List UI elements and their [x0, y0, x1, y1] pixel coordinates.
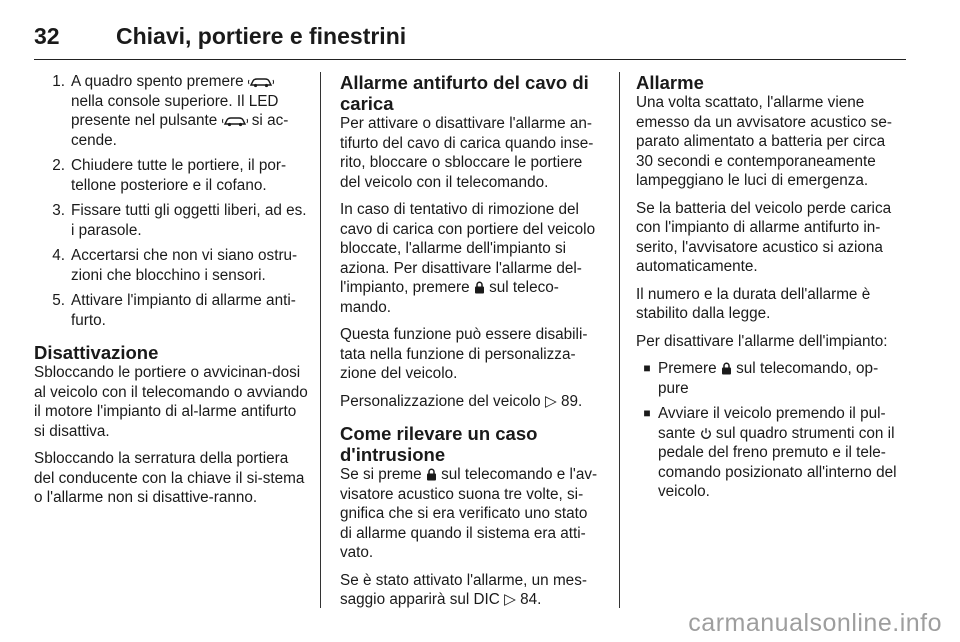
- car-alarm-icon: [248, 76, 274, 88]
- power-icon: [700, 427, 712, 440]
- paragraph: In caso di tentativo di rimozione del cavo di carica con portiere del veicolo bloccate, l'allarme dell'impianto si aziona. Per disattivare l'allarme del-l'impianto, premere sul teleco-mando.: [340, 201, 596, 316]
- section-heading-disattivazione: Disattivazione: [34, 342, 159, 363]
- list-item: [34, 246, 308, 285]
- list-item: ■ Premere sul telecomando, op-pure: [636, 359, 904, 398]
- paragraph: Se la batteria del veicolo perde carica con l'impianto di allarme antifurto in-serito, l'avvisatore acustico si aziona automaticamente.: [636, 199, 892, 275]
- activation-steps: [34, 72, 308, 330]
- step-number: 3.: [52, 202, 65, 219]
- list-item: [34, 201, 308, 240]
- step-text: Fissare tutti gli oggetti liberi, ad es. i parasole.: [71, 202, 307, 239]
- chapter-title: Chiavi, portiere e finestrini: [116, 22, 407, 49]
- page-number: 32: [34, 22, 60, 49]
- list-item: ■ Avviare il veicolo premendo il pul-sante sul quadro strumenti con il pedale del freno premuto e il tele-comando posizionato all'interno del veicolo.: [636, 404, 904, 502]
- page-ref-icon: ▷: [544, 392, 557, 410]
- lock-icon: [474, 281, 485, 294]
- list-item: [34, 291, 308, 330]
- header-divider: [34, 59, 906, 60]
- page-ref-icon: ▷: [504, 591, 516, 608]
- step-text: Attivare l'impianto di allarme anti-furto.: [71, 292, 296, 329]
- step-number: 5.: [52, 292, 65, 309]
- lock-icon: [426, 468, 437, 481]
- column-left: [34, 72, 308, 516]
- paragraph: Il numero e la durata dell'allarme è stabilito dalla legge.: [636, 285, 871, 322]
- list-item: [34, 156, 308, 195]
- deactivation-list: [636, 359, 904, 502]
- paragraph: Per attivare o disattivare l'allarme an-tifurto del cavo di carica quando inse-rito, bloccare o sbloccare le portiere del veicolo con il telecomando.: [340, 115, 594, 191]
- lock-icon: [721, 362, 732, 375]
- column-divider: [320, 72, 321, 608]
- paragraph: Questa funzione può essere disabili-tata nella funzione di personalizza-zione del veicolo.: [340, 326, 588, 382]
- section-heading-intrusion: Come rilevare un caso d'intrusione: [340, 423, 538, 465]
- column-right: [636, 72, 904, 508]
- watermark: carmanualsonline.info: [688, 609, 942, 637]
- column-divider: [619, 72, 620, 608]
- page-reference[interactable]: 84.: [520, 591, 542, 608]
- step-number: 4.: [52, 247, 65, 264]
- paragraph: Se si preme sul telecomando e l'av-visatore acustico suona tre volte, si-gnifica che si era verificato uno stato di allarme quando il sistema era atti-vato.: [340, 466, 598, 561]
- car-alarm-icon: [222, 115, 248, 127]
- page-header: [34, 14, 906, 58]
- list-item: 1. A quadro spento premere nella console superiore. Il LED presente nel pulsante si ac-cende.: [34, 72, 308, 150]
- page-reference[interactable]: 89.: [560, 392, 583, 410]
- section-heading-cable-alarm: Allarme antifurto del cavo di carica: [340, 72, 589, 114]
- step-text: Chiudere tutte le portiere, il por-tellone posteriore e il cofano.: [71, 157, 287, 194]
- paragraph: Personalizzazione del veicolo ▷ 89.: [340, 392, 583, 410]
- step-number: 1.: [52, 73, 65, 90]
- step-number: 2.: [52, 157, 65, 174]
- paragraph: Sbloccando la serratura della portiera del conducente con la chiave il si-stema o l'allarme non si disattive-ranno.: [34, 450, 305, 506]
- paragraph: Se è stato attivato l'allarme, un mes-saggio apparirà sul DIC ▷ 84.: [340, 571, 587, 608]
- section-heading-allarme: Allarme: [636, 72, 704, 93]
- step-text: Accertarsi che non vi siano ostru-zioni che blocchino i sensori.: [71, 247, 298, 284]
- paragraph: Per disattivare l'allarme dell'impianto:: [636, 332, 888, 350]
- bullet-icon: ■: [643, 406, 651, 420]
- paragraph: Sbloccando le portiere o avvicinan-dosi al veicolo con il telecomando o avviando il motore l'impianto di al-larme antifurto si disattiva.: [34, 364, 308, 440]
- paragraph: Una volta scattato, l'allarme viene emesso da un avvisatore acustico se-parato alimentato a batteria per circa 30 secondi e contemporaneamente lampeggiano le luci di emergenza.: [636, 94, 892, 189]
- bullet-icon: ■: [643, 361, 651, 375]
- column-middle: [340, 72, 602, 618]
